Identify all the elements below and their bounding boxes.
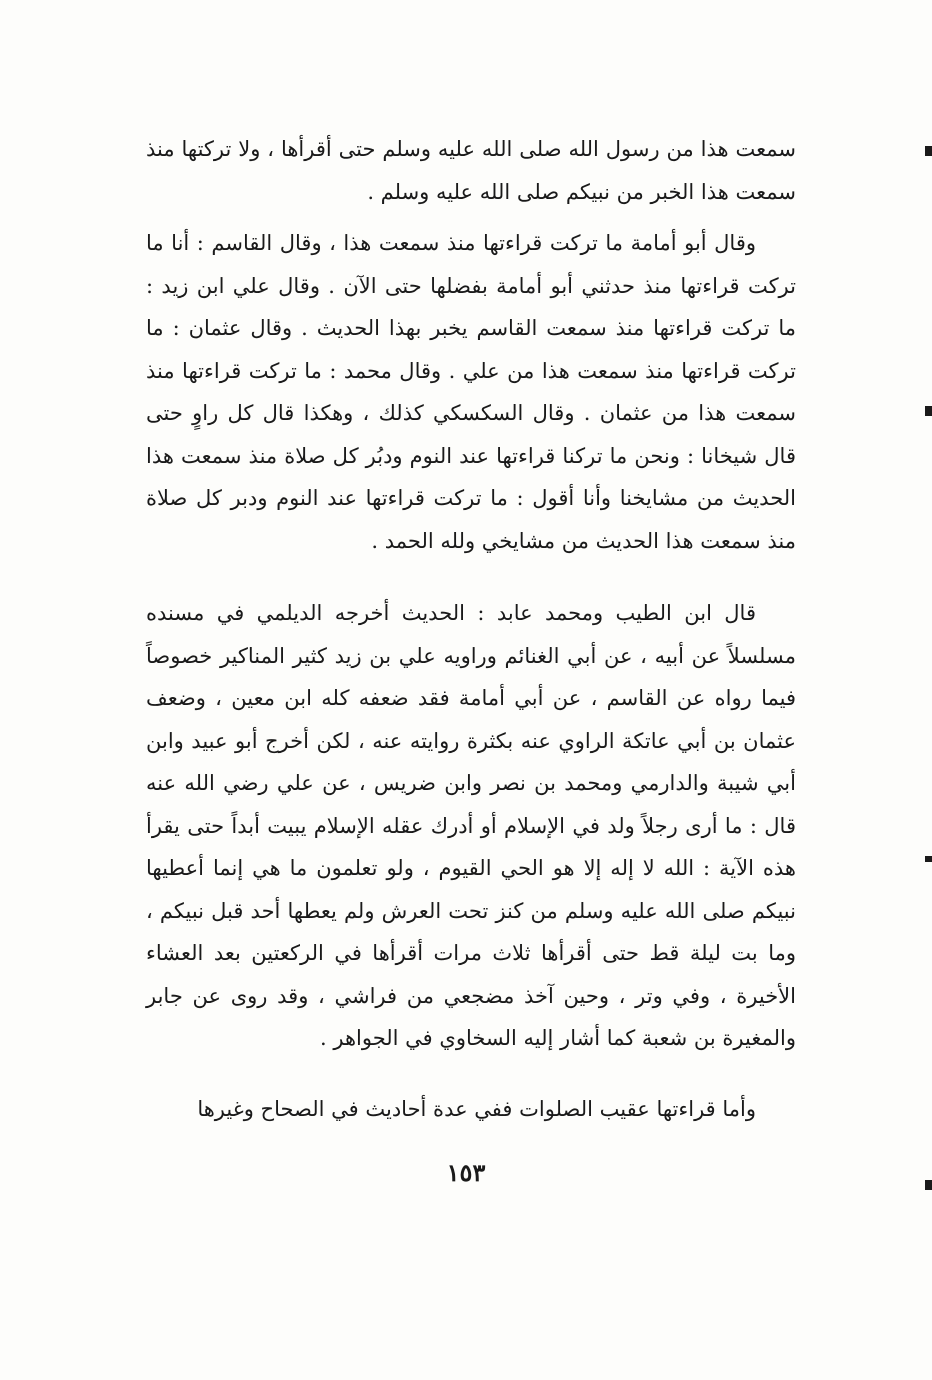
edge-mark xyxy=(925,146,932,156)
paragraph-2-text: وقال أبو أمامة ما تركت قراءتها منذ سمعت هذا ، وقال القاسم : أنا ما تركت قراءتها منذ حدثني أبو أمامة بفضلها حتى الآن . وقال علي ابن زيد : ما تركت قراءتها منذ سمعت القاسم يخبر بهذا الحديث . وقال عثمان : ما تركت قراءتها منذ سمعت هذا من علي . وقال محمد : ما تركت قراءتها منذ سمعت هذا من عثمان . وقال السكسكي كذلك ، وهكذا قال كل راوٍ حتى قال شيخانا : ونحن ما تركنا قراءتها عند النوم ودبُر كل صلاة منذ سمعت هذا الحديث من مشايخنا وأنا أقول : ما تركت قراءتها عند النوم ودبر كل صلاة منذ سمعت هذا الحديث من مشايخي ولله الحمد . xyxy=(146,231,796,553)
paragraph-1-text: سمعت هذا من رسول الله صلى الله عليه وسلم حتى أقرأها ، ولا تركتها منذ سمعت هذا الخبر من نبيكم صلى الله عليه وسلم . xyxy=(146,137,796,204)
paragraph-4-text: وأما قراءتها عقيب الصلوات ففي عدة أحاديث في الصحاح وغيرها xyxy=(197,1097,756,1121)
paragraph-1 xyxy=(146,128,796,213)
paragraph-2 xyxy=(146,222,796,562)
edge-mark xyxy=(925,1180,932,1190)
page-number: ١٥٣ xyxy=(446,1158,486,1187)
paragraph-3-text: قال ابن الطيب ومحمد عابد : الحديث أخرجه الديلمي في مسنده مسلسلاً عن أبيه ، عن أبي الغنائم وراويه علي بن زيد كثير المناكير خصوصاً فيما رواه عن القاسم ، عن أبي أمامة فقد ضعفه كله ابن معين ، وضعف عثمان بن أبي عاتكة الراوي عنه بكثرة روايته عنه ، لكن أخرج أبو عبيد وابن أبي شيبة والدارمي ومحمد بن نصر وابن ضريس ، عن علي رضي الله عنه قال : ما أرى رجلاً ولد في الإسلام أو أدرك عقله الإسلام يبيت أبداً حتى يقرأ هذه الآية : الله لا إله إلا هو الحي القيوم ، ولو تعلمون ما هي إنما أعطيها نبيكم صلى الله عليه وسلم من كنز تحت العرش ولم يعطها أحد قبل نبيكم ، وما بت ليلة قط حتى أقرأها ثلاث مرات أقرأها في الركعتين بعد العشاء الأخيرة ، وفي وتر ، وحين آخذ مضجعي من فراشي ، وقد روى عن جابر والمغيرة بن شعبة كما أشار إليه السخاوي في الجواهر . xyxy=(146,601,796,1050)
edge-mark xyxy=(925,856,932,862)
edge-mark xyxy=(925,406,932,416)
paragraph-3 xyxy=(146,592,796,1060)
paragraph-4 xyxy=(146,1088,796,1131)
